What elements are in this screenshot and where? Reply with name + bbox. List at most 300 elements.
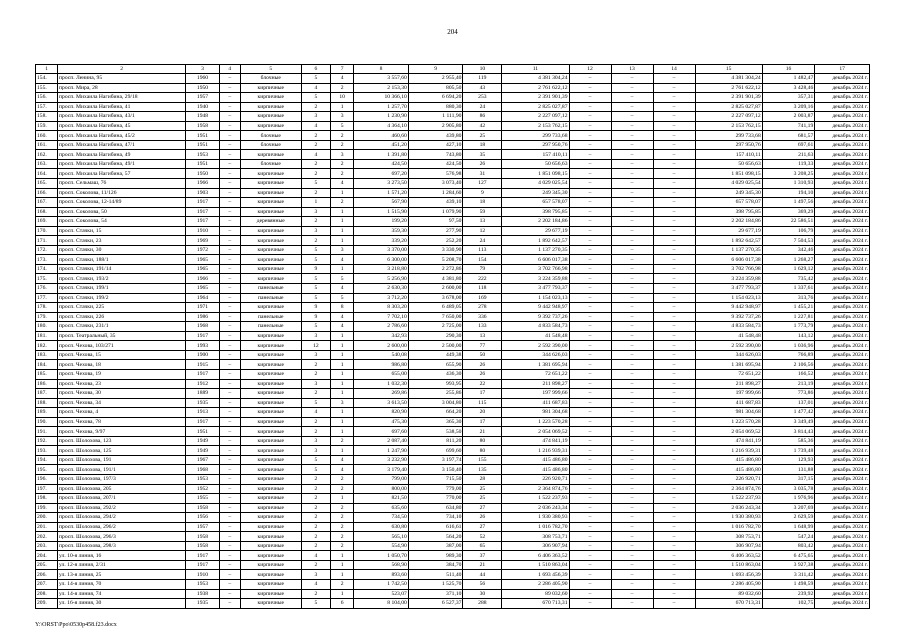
table-cell: – (219, 198, 240, 208)
table-cell: 1 976,96 (762, 494, 815, 504)
table-cell: 3 179,40 (354, 465, 409, 475)
table-cell: 5 (301, 599, 330, 609)
table-cell: 1 477,42 (762, 408, 815, 418)
table-cell: 1940 (186, 102, 220, 112)
table-cell: 2 (331, 140, 354, 150)
table-cell: – (569, 112, 611, 122)
table-cell: 1 223 570,28 (502, 417, 569, 427)
table-cell: 3 712,20 (354, 293, 409, 303)
table-cell: 1 111,90 (408, 112, 463, 122)
table-cell: 3 678,00 (408, 293, 463, 303)
table-cell: декабрь 2024 г. (815, 274, 870, 284)
table-cell: – (569, 465, 611, 475)
table-row (36, 83, 870, 93)
table-cell: 2 (331, 532, 354, 542)
table-cell: 5 (301, 293, 330, 303)
table-cell: 3 (301, 226, 330, 236)
table-cell: 1 230,90 (354, 112, 409, 122)
table-cell: 3 (301, 436, 330, 446)
table-cell: декабрь 2024 г. (815, 484, 870, 494)
table-cell: 118 (463, 284, 502, 294)
table-cell: 3 207,69 (762, 503, 815, 513)
table-cell: 1 (331, 589, 354, 599)
table-cell: – (569, 102, 611, 112)
table-cell: – (569, 140, 611, 150)
table-cell: кирпичные (240, 398, 301, 408)
table-cell: 2 202 184,86 (695, 217, 762, 227)
table-cell: кирпичные (240, 93, 301, 103)
table-cell: 547,24 (762, 532, 815, 542)
table-body (36, 74, 870, 609)
table-cell: 369,29 (762, 207, 815, 217)
table-row (36, 140, 870, 150)
table-cell: 2 364 874,76 (502, 484, 569, 494)
table-cell: – (611, 159, 653, 169)
table-cell: 3 477 793,37 (502, 284, 569, 294)
table-cell: декабрь 2024 г. (815, 198, 870, 208)
table-cell: 2 286 405,90 (502, 579, 569, 589)
table-cell: 565,10 (354, 532, 409, 542)
table-cell: – (219, 522, 240, 532)
table-cell: 2 (331, 436, 354, 446)
table-cell: 3 349,49 (762, 417, 815, 427)
table-row (36, 522, 870, 532)
table-cell: 1 227,81 (762, 312, 815, 322)
table-cell: – (569, 408, 611, 418)
table-cell: – (611, 179, 653, 189)
table-cell: 3 (331, 150, 354, 160)
table-cell: 451,20 (354, 140, 409, 150)
table-cell: 6 489,05 (408, 303, 463, 313)
table-cell: 4 (331, 312, 354, 322)
table-cell: 371,10 (408, 589, 463, 599)
table-row (36, 293, 870, 303)
table-cell: 1967 (186, 455, 220, 465)
table-cell: 2 725,00 (408, 322, 463, 332)
table-cell: 1951 (186, 427, 220, 437)
table-row (36, 150, 870, 160)
column-header: 1 (36, 65, 58, 74)
table-cell: 12 (463, 226, 502, 236)
table-cell: – (653, 465, 695, 475)
table-cell: блочные (240, 140, 301, 150)
table-cell: – (611, 121, 653, 131)
table-cell: – (219, 494, 240, 504)
table-cell: – (611, 112, 653, 122)
table-cell: 165. (36, 179, 58, 189)
table-cell: блочные (240, 131, 301, 141)
table-cell: 893,60 (354, 570, 409, 580)
table-cell: декабрь 2024 г. (815, 312, 870, 322)
table-cell: 185. (36, 369, 58, 379)
table-cell: 194,10 (762, 188, 815, 198)
table-cell: 2 (301, 188, 330, 198)
table-cell: 1 629,12 (762, 264, 815, 274)
table-cell: 4 833 584,73 (502, 322, 569, 332)
table-cell: кирпичные (240, 560, 301, 570)
table-cell: 2 (301, 427, 330, 437)
table-cell: просп. Театральный, 35 (58, 331, 186, 341)
table-cell: – (219, 236, 240, 246)
table-cell: – (569, 207, 611, 217)
table-cell: 1 498,59 (762, 579, 815, 589)
table-cell: – (611, 522, 653, 532)
table-cell: – (219, 150, 240, 160)
table-cell: декабрь 2024 г. (815, 398, 870, 408)
table-cell: – (653, 360, 695, 370)
table-cell: 538,50 (408, 427, 463, 437)
table-cell: 2 391 901,39 (695, 93, 762, 103)
table-cell: 2 (301, 360, 330, 370)
table-cell: 1 050,70 (354, 551, 409, 561)
table-cell: 986,80 (354, 360, 409, 370)
table-cell: – (653, 474, 695, 484)
table-cell: 2 (301, 102, 330, 112)
table-cell: – (611, 436, 653, 446)
table-cell: 359,30 (354, 226, 409, 236)
table-cell: 28 (463, 474, 502, 484)
table-cell: 3 (301, 570, 330, 580)
table-cell: 9 442 948,97 (695, 303, 762, 313)
table-cell: 7 504,53 (762, 236, 815, 246)
table-cell: просп. Чехова, 78 (58, 417, 186, 427)
table-cell: декабрь 2024 г. (815, 121, 870, 131)
table-cell: – (569, 159, 611, 169)
table-cell: – (219, 255, 240, 265)
table-cell: 2 087,40 (354, 436, 409, 446)
page-number: 204 (447, 28, 458, 36)
table-cell: декабрь 2024 г. (815, 579, 870, 589)
table-cell: кирпичные (240, 465, 301, 475)
table-cell: кирпичные (240, 360, 301, 370)
table-cell: 1 154 023,13 (502, 293, 569, 303)
table-cell: 1 (331, 341, 354, 351)
table-cell: 2 (331, 522, 354, 532)
table-cell: – (219, 341, 240, 351)
table-cell: 206. (36, 570, 58, 580)
table-cell: – (653, 389, 695, 399)
table-cell: 1 522 237,93 (695, 494, 762, 504)
table-cell: 18 (463, 140, 502, 150)
table-cell: 2 (301, 369, 330, 379)
table-cell: кирпичные (240, 513, 301, 523)
table-cell: 3 702 766,98 (502, 264, 569, 274)
table-cell: 29 677,19 (695, 226, 762, 236)
table-cell: 175. (36, 274, 58, 284)
table-cell: 31 (463, 169, 502, 179)
table-cell: 3 814,43 (762, 427, 815, 437)
table-cell: 1 216 939,31 (502, 446, 569, 456)
table-cell: 880,30 (408, 102, 463, 112)
table-cell: 1 (331, 331, 354, 341)
table-cell: просп. Стачки, 199/1 (58, 284, 186, 294)
table-cell: – (219, 207, 240, 217)
table-cell: 1 930 380,93 (502, 513, 569, 523)
table-cell: – (611, 551, 653, 561)
table-cell: – (653, 446, 695, 456)
table-row (36, 589, 870, 599)
table-cell: 4 (331, 74, 354, 84)
table-cell: – (219, 331, 240, 341)
table-cell: 181. (36, 331, 58, 341)
table-cell: – (219, 579, 240, 589)
table-cell: – (611, 408, 653, 418)
table-cell: просп. Шолохова, 207/1 (58, 494, 186, 504)
table-cell: 191. (36, 427, 58, 437)
table-cell: 25 (463, 131, 502, 141)
table-row (36, 494, 870, 504)
table-cell: 3 (301, 331, 330, 341)
table-cell: декабрь 2024 г. (815, 331, 870, 341)
table-cell: кирпичные (240, 589, 301, 599)
table-row (36, 284, 870, 294)
table-cell: – (653, 121, 695, 131)
table-cell: просп. Шолохова, 292/2 (58, 503, 186, 513)
table-row (36, 264, 870, 274)
table-cell: 190. (36, 417, 58, 427)
table-cell: – (569, 179, 611, 189)
table-cell: 4 (331, 455, 354, 465)
table-cell: 734,10 (408, 513, 463, 523)
table-cell: 1 216 939,31 (695, 446, 762, 456)
table-cell: 427,10 (408, 140, 463, 150)
table-cell: 131,88 (762, 465, 815, 475)
table-cell: кирпичные (240, 417, 301, 427)
table-cell: – (219, 83, 240, 93)
table-cell: 174. (36, 264, 58, 274)
table-cell: 567,90 (354, 198, 409, 208)
table-cell: просп. Мира, 28 (58, 83, 186, 93)
table-cell: 1935 (186, 398, 220, 408)
table-cell: – (653, 112, 695, 122)
table-cell: 2 (301, 169, 330, 179)
table-row (36, 503, 870, 513)
table-cell: 255,86 (408, 389, 463, 399)
table-row (36, 102, 870, 112)
table-cell: 2 036 243,34 (695, 503, 762, 513)
table-cell: 1 571,20 (354, 188, 409, 198)
table-cell: 4 (301, 150, 330, 160)
table-cell: – (569, 74, 611, 84)
table-cell: 72 651,22 (695, 369, 762, 379)
table-cell: 86 (463, 112, 502, 122)
table-cell: 2 202 184,86 (502, 217, 569, 227)
table-cell: 161. (36, 140, 58, 150)
table-cell: – (611, 360, 653, 370)
table-cell: просп. Чехова, 103/271 (58, 341, 186, 351)
table-cell: 6 406 363,52 (695, 551, 762, 561)
table-cell: 681,57 (762, 131, 815, 141)
table-cell: 4 029 025,54 (502, 179, 569, 189)
table-cell: – (219, 293, 240, 303)
table-row (36, 417, 870, 427)
table-cell: 8 104,00 (354, 599, 409, 609)
table-cell: 1 773,79 (762, 322, 815, 332)
table-cell: – (569, 494, 611, 504)
table-row (36, 226, 870, 236)
table-cell: 52 (463, 532, 502, 542)
table-cell: – (219, 179, 240, 189)
table-cell: 735,42 (762, 274, 815, 284)
table-cell: 249 345,30 (695, 188, 762, 198)
table-cell: – (653, 169, 695, 179)
table-cell: – (569, 455, 611, 465)
table-cell: 1 510 863,04 (695, 560, 762, 570)
table-cell: – (569, 427, 611, 437)
table-cell: 41 548,48 (502, 331, 569, 341)
table-cell: – (569, 599, 611, 609)
table-cell: 2 (301, 159, 330, 169)
table-cell: – (219, 570, 240, 580)
table-cell: декабрь 2024 г. (815, 522, 870, 532)
table-cell: 42 (463, 121, 502, 131)
table-cell: – (569, 131, 611, 141)
table-cell: 2 106,56 (762, 360, 815, 370)
table-cell: 1 (331, 570, 354, 580)
table-cell: 177. (36, 293, 58, 303)
table-cell: ул. 13-я линия, 25 (58, 570, 186, 580)
table-cell: – (219, 284, 240, 294)
table-cell: – (653, 331, 695, 341)
table-cell: просп. Михаила Нагибина, 57 (58, 169, 186, 179)
table-cell: 2 286 405,90 (695, 579, 762, 589)
table-cell: 2 (301, 522, 330, 532)
table-cell: 166,52 (762, 369, 815, 379)
table-cell: 4 (301, 551, 330, 561)
table-cell: 1958 (186, 121, 220, 131)
table-cell: 2 955,40 (408, 74, 463, 84)
table-cell: – (611, 293, 653, 303)
table-cell: 4 (301, 408, 330, 418)
table-cell: 821,50 (354, 494, 409, 504)
table-cell: 1 (331, 264, 354, 274)
table-cell: 4 (331, 284, 354, 294)
table-cell: – (219, 245, 240, 255)
table-cell: 398 795,85 (502, 207, 569, 217)
table-cell: декабрь 2024 г. (815, 169, 870, 179)
table-cell: – (611, 255, 653, 265)
table-cell: 1938 (186, 589, 220, 599)
table-cell: – (653, 417, 695, 427)
table-cell: 119 (463, 74, 502, 84)
table-cell: – (569, 389, 611, 399)
table-cell: 4 (331, 179, 354, 189)
table-cell: кирпичные (240, 494, 301, 504)
table-cell: 7 650,00 (408, 312, 463, 322)
table-cell: декабрь 2024 г. (815, 427, 870, 437)
table-row (36, 427, 870, 437)
table-cell: 616,61 (408, 522, 463, 532)
table-cell: 2 600,00 (354, 341, 409, 351)
table-cell: 820,90 (354, 408, 409, 418)
table-cell: 339,20 (354, 236, 409, 246)
table-cell: 239,92 (762, 589, 815, 599)
table-cell: кирпичные (240, 179, 301, 189)
table-cell: просп. Михаила Нагибина, 29/18 (58, 93, 186, 103)
table-cell: – (653, 293, 695, 303)
table-row (36, 74, 870, 84)
table-cell: просп. Чехова, 23 (58, 379, 186, 389)
column-header: 11 (502, 65, 569, 74)
table-cell: – (569, 198, 611, 208)
table-cell: 3 (301, 350, 330, 360)
table-cell: – (611, 303, 653, 313)
table-cell: – (569, 436, 611, 446)
table-cell: 168. (36, 207, 58, 217)
table-cell: 199. (36, 503, 58, 513)
table-cell: кирпичные (240, 446, 301, 456)
table-row (36, 360, 870, 370)
table-cell: – (611, 599, 653, 609)
table-cell: 1 455,21 (762, 303, 815, 313)
table-cell: 1951 (186, 159, 220, 169)
table-cell: – (611, 570, 653, 580)
table-cell: кирпичные (240, 532, 301, 542)
table-cell: 699,60 (408, 446, 463, 456)
table-cell: 2 (301, 131, 330, 141)
table-cell: 20 (463, 408, 502, 418)
table-cell: просп. Чехова, 34 (58, 398, 186, 408)
table-cell: – (219, 274, 240, 284)
table-cell: – (653, 284, 695, 294)
table-cell: 1 310,93 (762, 179, 815, 189)
table-cell: 9 (301, 303, 330, 313)
table-cell: – (653, 159, 695, 169)
table-cell: – (611, 427, 653, 437)
table-cell: 308 753,71 (695, 532, 762, 542)
table-cell: – (653, 179, 695, 189)
table-cell: просп. Шолохова, 123 (58, 436, 186, 446)
table-cell: 201. (36, 522, 58, 532)
table-cell: кирпичные (240, 207, 301, 217)
table-cell: кирпичные (240, 112, 301, 122)
table-cell: 203. (36, 541, 58, 551)
table-cell: – (569, 474, 611, 484)
table-cell: 10 366,10 (354, 93, 409, 103)
table-cell: кирпичные (240, 599, 301, 609)
table-cell: 635,60 (354, 503, 409, 513)
table-cell: – (569, 150, 611, 160)
table-cell: 411 687,83 (502, 398, 569, 408)
table-cell: – (653, 455, 695, 465)
table-cell: 1917 (186, 331, 220, 341)
column-header: 16 (762, 65, 815, 74)
table-cell: 249 345,30 (502, 188, 569, 198)
table-cell: 205. (36, 560, 58, 570)
table-cell: 344 626,03 (695, 350, 762, 360)
column-header: 7 (331, 65, 354, 74)
table-cell: 5 (301, 245, 330, 255)
table-cell: 511,40 (408, 570, 463, 580)
table-cell: 1 739,48 (762, 446, 815, 456)
table-cell: 1965 (186, 264, 220, 274)
table-cell: 26 (463, 369, 502, 379)
table-cell: ул. 14-я линия, 74 (58, 589, 186, 599)
table-row (36, 455, 870, 465)
table-cell: декабрь 2024 г. (815, 159, 870, 169)
table-cell: 2 (331, 159, 354, 169)
table-cell: 308 753,71 (502, 532, 569, 542)
table-cell: – (219, 102, 240, 112)
table-cell: просп. Шолохова, 294/2 (58, 513, 186, 523)
table-cell: декабрь 2024 г. (815, 322, 870, 332)
table-cell: – (569, 322, 611, 332)
table-cell: декабрь 2024 г. (815, 446, 870, 456)
table-cell: – (653, 150, 695, 160)
table-cell: – (219, 599, 240, 609)
table-cell: кирпичные (240, 264, 301, 274)
table-cell: декабрь 2024 г. (815, 532, 870, 542)
